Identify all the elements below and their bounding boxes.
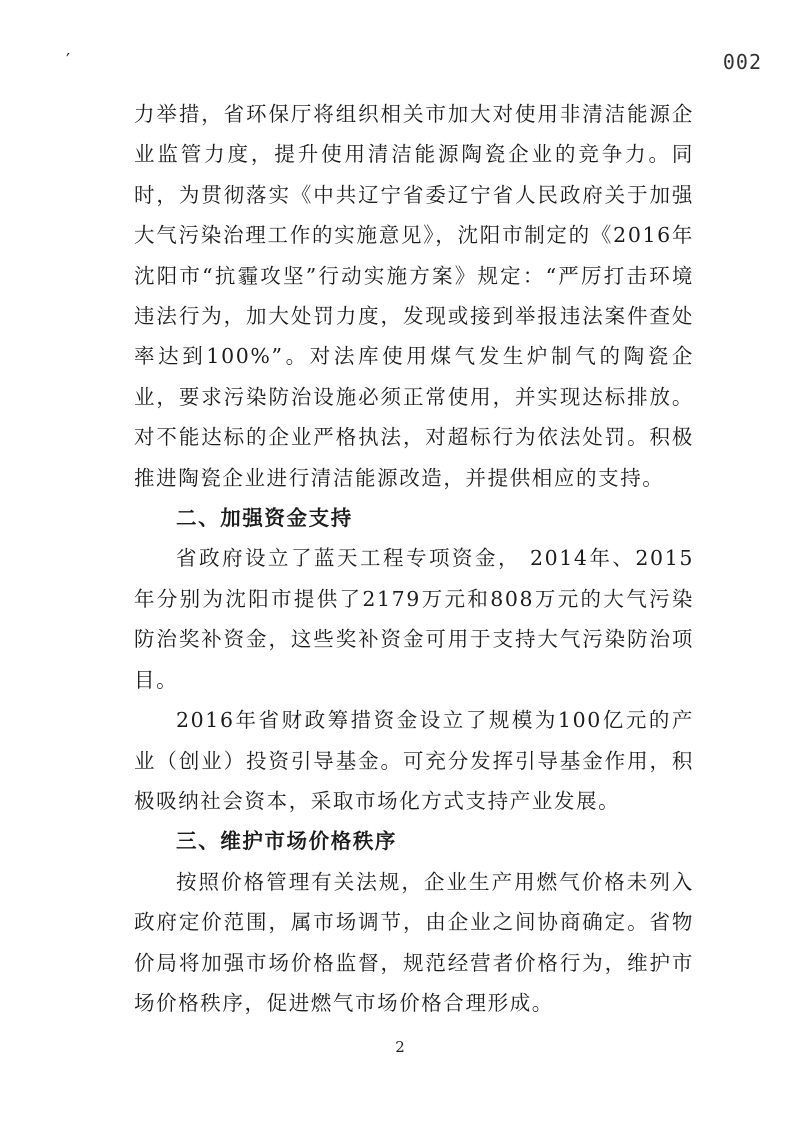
page-stamp: 002 — [722, 50, 762, 74]
section-heading-price-order: 三、维护市场价格秩序 — [176, 829, 398, 854]
paragraph-continuation: 力举措，省环保厅将组织相关市加大对使用非清洁能源企业监管力度，提升使用清洁能源陶瓷企业的竞争力。同时，为贯彻落实《中共辽宁省委辽宁省人民政府关于加强大气污染治理工作的实施意见》，沈阳市制定的《2016年沈阳市“抗霾攻坚”行动实施方案》规定：“严厉打击环境违法行为，加大处罚力度，发现或接到举报违法案件查处率达到100%”。对法库使用煤气发生炉制气的陶瓷企业，要求污染防治设施必须正常使用，并实现达标排放。对不能达标的企业严格执法，对超标行为依法处罚。积极推进陶瓷企业进行清洁能源改造，并提供相应的支持。 — [134, 102, 694, 490]
section-heading-funding: 二、加强资金支持 — [176, 506, 353, 531]
paragraph-guidance-fund: 2016年省财政筹措资金设立了规模为100亿元的产业（创业）投资引导基金。可充分发挥引导基金作用，积极吸纳社会资本，采取市场化方式支持产业发展。 — [134, 708, 694, 813]
corner-mark: ′ — [66, 50, 71, 71]
paragraph-price-regulation: 按照价格管理有关法规，企业生产用燃气价格未列入政府定价范围，属市场调节，由企业之间协商确定。省物价局将加强市场价格监督，规范经营者价格行为，维护市场价格秩序，促进燃气市场价格合理形成。 — [134, 869, 694, 1015]
paragraph-blue-sky-fund: 省政府设立了蓝天工程专项资金， 2014年、2015年分别为沈阳市提供了2179万元和808万元的大气污染防治奖补资金，这些奖补资金可用于支持大气污染防治项目。 — [134, 546, 694, 692]
page-number: 2 — [395, 1038, 405, 1056]
document-body — [134, 94, 694, 1023]
